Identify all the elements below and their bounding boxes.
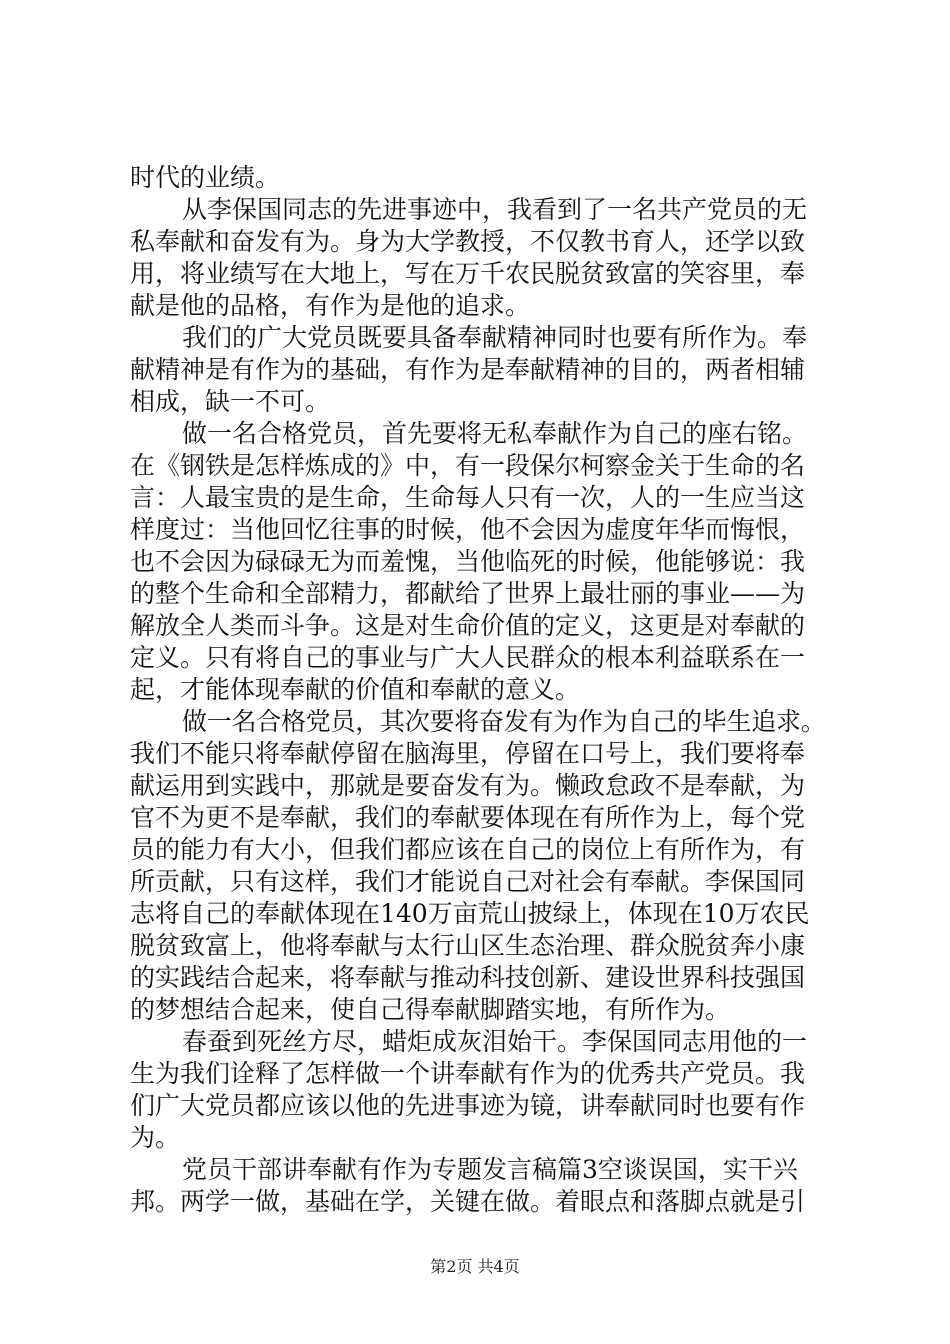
text-line: 的整个生命和全部精力，都献给了世界上最壮丽的事业——为: [130, 579, 806, 608]
text-line: 我们不能只将奉献停留在脑海里，停留在口号上，我们要将奉: [130, 739, 806, 768]
text-line: 样度过：当他回忆往事的时候，他不会因为虚度年华而悔恨，: [130, 515, 806, 544]
text-line: 解放全人类而斗争。这是对生命价值的定义，这更是对奉献的: [130, 611, 806, 640]
text-line: 从李保国同志的先进事迹中，我看到了一名共产党员的无: [182, 195, 808, 224]
text-line: 为。: [130, 1123, 181, 1152]
text-line: 志将自己的奉献体现在140万亩荒山披绿上，体现在10万农民: [130, 899, 810, 928]
text-line: 言：人最宝贵的是生命，生命每人只有一次，人的一生应当这: [130, 483, 806, 512]
text-line: 党员干部讲奉献有作为专题发言稿篇3空谈误国，实干兴: [182, 1155, 798, 1184]
text-line: 起，才能体现奉献的价值和奉献的意义。: [130, 675, 581, 704]
text-line: 献是他的品格，有作为是他的追求。: [130, 291, 531, 320]
page-footer: 第2页 共4页: [430, 1257, 520, 1276]
text-line: 也不会因为碌碌无为而羞愧，当他临死的时候，他能够说：我: [130, 547, 806, 576]
text-line: 做一名合格党员，首先要将无私奉献作为自己的座右铭。: [182, 419, 808, 448]
text-line: 生为我们诠释了怎样做一个讲奉献有作为的优秀共产党员。我: [130, 1059, 806, 1088]
text-line: 做一名合格党员，其次要将奋发有为作为自己的毕生追求。: [182, 707, 826, 736]
text-line: 献精神是有作为的基础，有作为是奉献精神的目的，两者相辅: [130, 355, 806, 384]
text-line: 脱贫致富上，他将奉献与太行山区生态治理、群众脱贫奔小康: [130, 931, 806, 960]
text-line: 在《钢铁是怎样炼成的》中，有一段保尔柯察金关于生命的名: [130, 451, 806, 480]
text-line: 用，将业绩写在大地上，写在万千农民脱贫致富的笑容里，奉: [130, 259, 806, 288]
text-line: 私奉献和奋发有为。身为大学教授，不仅教书育人，还学以致: [130, 227, 806, 256]
text-line: 献运用到实践中，那就是要奋发有为。懒政怠政不是奉献，为: [130, 771, 806, 800]
text-line: 相成，缺一不可。: [130, 387, 331, 416]
text-line: 的梦想结合起来，使自己得奉献脚踏实地，有所作为。: [130, 995, 731, 1024]
text-line: 官不为更不是奉献，我们的奉献要体现在有所作为上，每个党: [130, 803, 806, 832]
text-line: 员的能力有大小，但我们都应该在自己的岗位上有所作为，有: [130, 835, 806, 864]
text-line: 定义。只有将自己的事业与广大人民群众的根本利益联系在一: [130, 643, 806, 672]
text-line: 们广大党员都应该以他的先进事迹为镜，讲奉献同时也要有作: [130, 1091, 806, 1120]
text-line: 邦。两学一做，基础在学，关键在做。着眼点和落脚点就是引: [130, 1187, 806, 1216]
document-body: [130, 162, 830, 1218]
text-line: 我们的广大党员既要具备奉献精神同时也要有所作为。奉: [182, 323, 808, 352]
text-line: 春蚕到死丝方尽，蜡炬成灰泪始干。李保国同志用他的一: [182, 1027, 808, 1056]
text-line: 所贡献，只有这样，我们才能说自己对社会有奉献。李保国同: [130, 867, 806, 896]
text-line: 时代的业绩。: [130, 163, 281, 192]
text-line: 的实践结合起来，将奉献与推动科技创新、建设世界科技强国: [130, 963, 806, 992]
